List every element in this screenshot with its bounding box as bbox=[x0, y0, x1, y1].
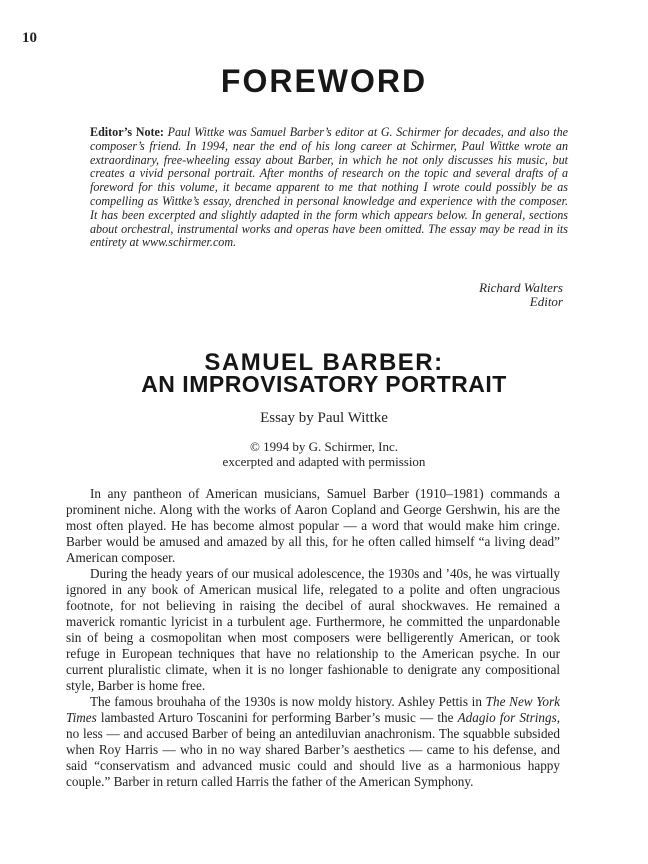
text-run: Paul Wittke was Samuel Barber’s editor at G. Schirmer for decades, and also the composer’s friend. In 1994, near the end of his long career at Schirmer, Paul Wittke wrote an extraordinary, free-wheeling essay about Barber, in which he not only discusses his music, but creates a vivid personal portrait. After months of research on the topic and several drafts of a foreword for this volume, it became apparent to me that nothing I wrote could possibly be as compelling as Wittke’s essay, drenched in personal knowledge and experience with the composer. It has been excerpted and slightly adapted in the form which appears below. In general, sections about orchestral, instrumental works and operas have been omitted. The essay may be read in its entirety at www.schirmer.com. bbox=[90, 125, 568, 250]
signature-role: Editor bbox=[529, 294, 563, 309]
text-run: In any pantheon of American musicians, Samuel Barber (1910–1981) commands a prominent niche. Along with the works of Aaron Copland and George Gershwin, his are the most often played. He has become almost popular — a word that would make him cringe. Barber would be amused and amazed by all this, for he often called himself “a living dead” American composer. bbox=[66, 486, 560, 565]
signature-name: Richard Walters bbox=[479, 280, 563, 295]
copyright-line1: © 1994 by G. Schirmer, Inc. bbox=[250, 439, 398, 454]
text-run: , no less — and accused Barber of being an antediluvian anachronism. The squabble subsided when Roy Harris — who in no way shared Barber’s aesthetics — came to his defense, and said “conservatism and advanced music could and should live as a harmonious happy couple.” Barber in return called Harris the father of the American Symphony. bbox=[66, 710, 561, 789]
text-run: During the heady years of our musical adolescence, the 1930s and ’40s, he was virtually ignored in any book of American musical life, relegated to a polite and often ungracious footnote, for not believing in raising the decibel of aural shockwaves. He remained a maverick romantic lyricist in a turbulent age. Furthermore, he committed the unpardonable sin of being a cosmopolitan when most composers were belligerently American, or took refuge in European techniques that have no relationship to the American psyche. In our current pluralistic climate, when it is no longer fashionable to denigrate any compositional style, Barber is home free. bbox=[66, 566, 560, 693]
essay-title-line1: SAMUEL BARBER: bbox=[204, 349, 444, 376]
page-number: 10 bbox=[22, 30, 37, 46]
essay-paragraph-2 bbox=[66, 566, 560, 694]
essay-paragraph-1 bbox=[66, 486, 560, 566]
copyright-block bbox=[0, 440, 648, 469]
essay-body bbox=[66, 486, 560, 790]
signature-block bbox=[479, 281, 563, 309]
foreword-title: FOREWORD bbox=[220, 63, 428, 99]
essay-title bbox=[0, 349, 648, 397]
text-run: The New York Times bbox=[66, 694, 560, 725]
editors-note bbox=[90, 126, 568, 250]
text-run: The famous brouhaha of the 1930s is now moldy history. Ashley Pettis in bbox=[90, 694, 486, 709]
essay-byline: Essay by Paul Wittke bbox=[260, 410, 388, 426]
text-run: lambasted Arturo Toscanini for performing Barber’s music — the bbox=[96, 710, 458, 725]
copyright-line2: excerpted and adapted with permission bbox=[222, 453, 426, 469]
text-run: Editor’s Note: bbox=[90, 125, 168, 139]
essay-title-line2: AN IMPROVISATORY PORTRAIT bbox=[141, 371, 507, 397]
essay-paragraph-3 bbox=[66, 694, 560, 790]
text-run: Adagio for Strings bbox=[457, 710, 557, 725]
